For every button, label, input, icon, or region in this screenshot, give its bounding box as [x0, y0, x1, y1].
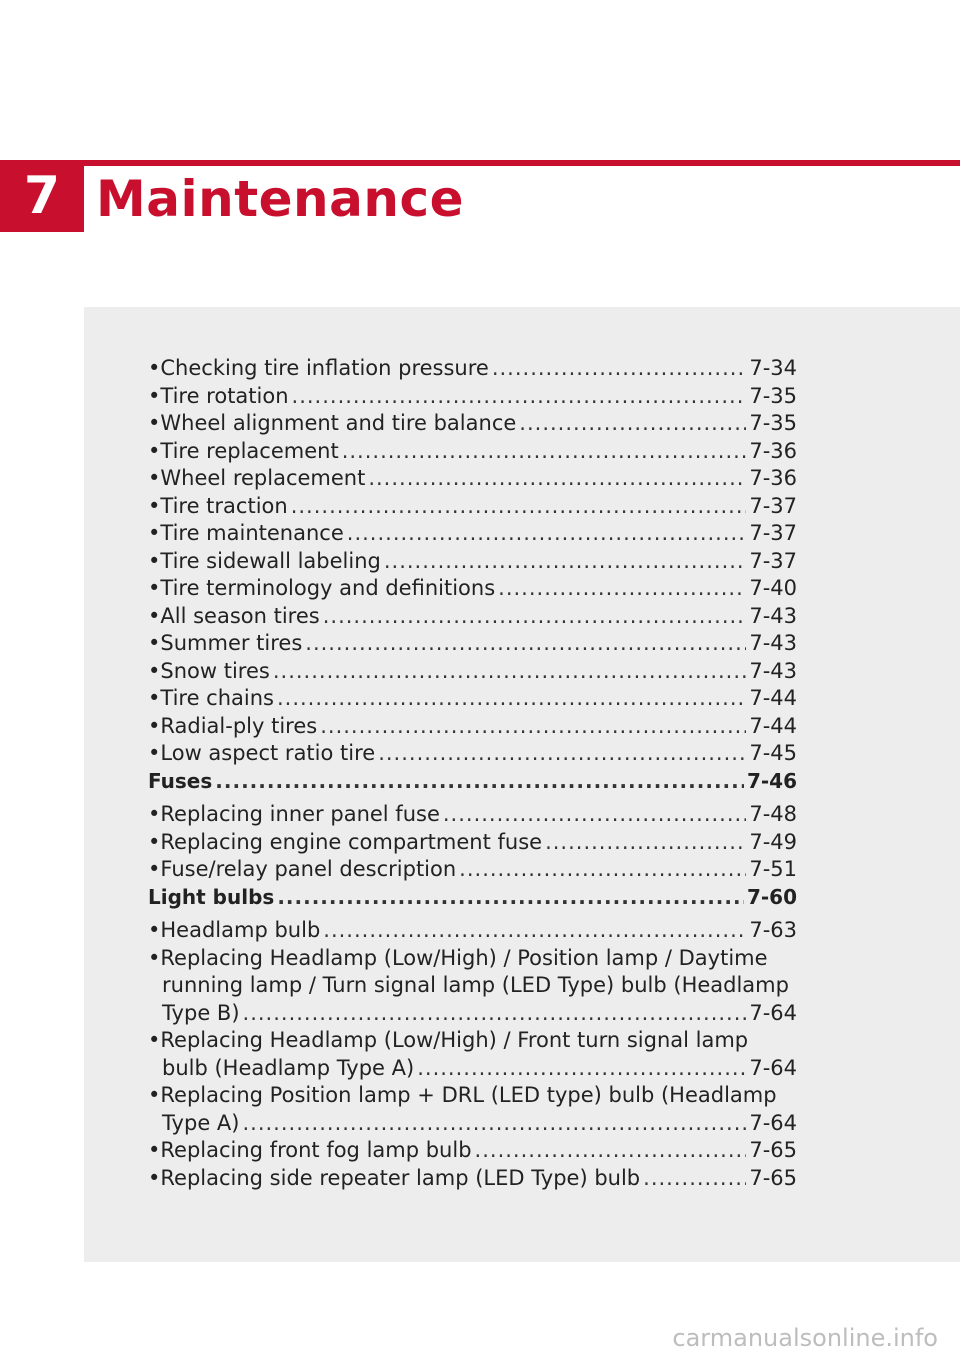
toc-entry-label: Radial-ply tires — [160, 713, 318, 738]
dot-leader — [368, 465, 746, 493]
toc-entry-label: running lamp / Turn signal lamp (LED Type) bulb (Headlamp — [162, 973, 789, 997]
toc-entry-page: 7-65 — [749, 1165, 797, 1190]
dot-leader — [277, 884, 744, 912]
chapter-title: Maintenance — [96, 170, 465, 228]
toc-entry-label: Type A) — [162, 1110, 240, 1135]
toc-entry-label: Headlamp bulb — [160, 918, 321, 942]
toc-entry-line — [148, 1110, 797, 1138]
dot-leader — [443, 801, 746, 829]
toc-entry-page: 7-40 — [749, 576, 797, 600]
toc-entry-line — [148, 1055, 797, 1083]
bullet: • — [148, 686, 161, 710]
toc-entry[interactable] — [148, 685, 797, 713]
bullet: • — [148, 383, 161, 408]
bullet: • — [148, 918, 161, 942]
toc-entry[interactable] — [148, 465, 797, 493]
dot-leader — [305, 630, 746, 658]
toc-entry-label: Type B) — [162, 1000, 240, 1025]
toc-entry-page: 7-64 — [749, 1055, 797, 1080]
toc-entry-label: Tire traction — [160, 493, 288, 518]
toc-entry[interactable] — [148, 945, 797, 1028]
toc-entry-page: 7-37 — [749, 493, 797, 518]
toc-entry[interactable] — [148, 355, 797, 383]
toc-entry-label: Tire terminology and definitions — [160, 576, 496, 600]
toc-entry-label: Replacing front fog lamp bulb — [160, 1138, 472, 1162]
toc-entry-page: 7-43 — [749, 658, 797, 683]
dot-leader — [273, 658, 746, 686]
toc-entry-page: 7-49 — [749, 829, 797, 854]
toc-entry-label: Checking tire inflation pressure — [160, 356, 489, 380]
dot-leader — [384, 548, 746, 576]
toc-entry-page: 7-60 — [746, 884, 797, 909]
bullet: • — [148, 741, 161, 765]
dot-leader — [492, 355, 747, 383]
toc-entry[interactable] — [148, 801, 797, 829]
dot-leader — [215, 768, 744, 796]
dot-leader — [243, 1000, 747, 1028]
toc-entry-page: 7-48 — [749, 802, 797, 826]
toc-entry-label: Light bulbs — [148, 884, 275, 909]
watermark: carmanualsonline.info — [672, 1324, 938, 1352]
toc-entry[interactable] — [148, 1137, 797, 1165]
bullet: • — [148, 438, 161, 463]
bullet: • — [148, 829, 161, 854]
toc-entry[interactable] — [148, 630, 797, 658]
toc-entry-page: 7-34 — [749, 356, 797, 380]
toc-entry-label: Low aspect ratio tire — [160, 741, 376, 765]
dot-leader — [519, 410, 746, 438]
dot-leader — [342, 438, 747, 466]
toc-entry-line — [148, 945, 797, 973]
toc-entry-label: Replacing Headlamp (Low/High) / Front turn signal lamp — [160, 1028, 749, 1052]
dot-leader — [643, 1165, 746, 1193]
toc-entry-page: 7-36 — [749, 466, 797, 490]
toc-entry-page: 7-46 — [746, 768, 797, 793]
toc-entry-page: 7-45 — [749, 741, 797, 765]
toc-entry-page: 7-43 — [749, 631, 797, 655]
toc-entry[interactable] — [148, 438, 797, 466]
dot-leader — [292, 383, 747, 411]
toc-entry-label: All season tires — [160, 603, 320, 628]
bullet: • — [148, 857, 161, 881]
bullet: • — [148, 1165, 161, 1190]
dot-leader — [459, 856, 746, 884]
toc-entry-line — [148, 1000, 797, 1028]
toc-entry-label: Replacing Headlamp (Low/High) / Position lamp / Daytime — [160, 945, 768, 970]
chapter-number: 7 — [0, 160, 84, 232]
dot-leader — [378, 740, 746, 768]
toc-entry-line — [148, 972, 797, 1000]
bullet: • — [148, 493, 161, 518]
toc-entry-page: 7-37 — [749, 548, 797, 573]
toc-entry[interactable] — [148, 1027, 797, 1082]
dot-leader — [417, 1055, 746, 1083]
dot-leader — [277, 685, 746, 713]
toc-entry-label: Wheel replacement — [160, 466, 366, 490]
toc-entry-label: Snow tires — [160, 658, 270, 683]
dot-leader — [498, 575, 746, 603]
toc-entry-page: 7-65 — [749, 1138, 797, 1162]
toc-entry-page: 7-37 — [749, 521, 797, 545]
toc-entry-label: bulb (Headlamp Type A) — [162, 1055, 415, 1080]
bullet: • — [148, 411, 161, 435]
bullet: • — [148, 521, 161, 545]
bullet: • — [148, 945, 161, 970]
bullet: • — [148, 466, 161, 490]
bullet: • — [148, 713, 161, 738]
toc-entry-label: Wheel alignment and tire balance — [160, 411, 517, 435]
toc-entry-label: Tire chains — [160, 686, 274, 710]
dot-leader — [291, 493, 747, 521]
bullet: • — [148, 658, 161, 683]
toc-entry-page: 7-36 — [749, 438, 797, 463]
toc-section-heading[interactable] — [148, 884, 797, 912]
dot-leader — [475, 1137, 747, 1165]
toc-entry[interactable] — [148, 829, 797, 857]
toc-entry-label: Replacing side repeater lamp (LED Type) bulb — [160, 1165, 641, 1190]
bullet: • — [148, 1138, 161, 1162]
toc-entry-label: Summer tires — [160, 631, 303, 655]
toc-entry-label: Tire replacement — [160, 438, 339, 463]
toc-entry-page: 7-64 — [749, 1000, 797, 1025]
toc-entry[interactable] — [148, 658, 797, 686]
toc-entry-page: 7-35 — [749, 383, 797, 408]
toc-entry[interactable] — [148, 1165, 797, 1193]
toc-entry[interactable] — [148, 740, 797, 768]
dot-leader — [347, 520, 747, 548]
toc-entry[interactable] — [148, 548, 797, 576]
toc-entry[interactable] — [148, 917, 797, 945]
dot-leader — [323, 603, 747, 631]
toc-entry-page: 7-51 — [749, 857, 797, 881]
dot-leader — [545, 829, 746, 857]
toc-entry-label: Tire maintenance — [160, 521, 344, 545]
toc-entry-label: Fuse/relay panel description — [160, 857, 457, 881]
dot-leader — [320, 713, 746, 741]
toc-entry-page: 7-35 — [749, 411, 797, 435]
toc-entry[interactable] — [148, 575, 797, 603]
toc-entry-label: Fuses — [148, 768, 213, 793]
bullet: • — [148, 356, 161, 380]
toc-entry[interactable] — [148, 713, 797, 741]
toc-entry-label: Tire sidewall labeling — [160, 548, 381, 573]
toc-entry-label: Replacing engine compartment fuse — [160, 829, 543, 854]
toc-entry[interactable] — [148, 1082, 797, 1137]
toc-entry-page: 7-44 — [749, 686, 797, 710]
toc-entry-page: 7-44 — [749, 713, 797, 738]
toc-entry-page: 7-43 — [749, 603, 797, 628]
bullet: • — [148, 1028, 161, 1052]
toc-entry-label: Replacing Position lamp + DRL (LED type) bulb (Headlamp — [160, 1083, 777, 1107]
dot-leader — [242, 1110, 746, 1138]
toc-entry[interactable] — [148, 383, 797, 411]
toc-entry-line — [148, 1027, 797, 1055]
toc-entry[interactable] — [148, 603, 797, 631]
bullet: • — [148, 631, 161, 655]
toc-entry[interactable] — [148, 410, 797, 438]
toc-entry[interactable] — [148, 520, 797, 548]
bullet: • — [148, 576, 161, 600]
toc-panel — [84, 307, 960, 1262]
toc-section-heading[interactable] — [148, 768, 797, 796]
bullet: • — [148, 548, 161, 573]
toc-entry-page: 7-64 — [749, 1110, 797, 1135]
bullet: • — [148, 1083, 161, 1107]
dot-leader — [323, 917, 746, 945]
toc-entry-page: 7-63 — [749, 918, 797, 942]
toc-list — [148, 355, 797, 1192]
toc-entry[interactable] — [148, 856, 797, 884]
toc-entry-label: Tire rotation — [160, 383, 289, 408]
bullet: • — [148, 802, 161, 826]
toc-entry-line — [148, 1082, 797, 1110]
bullet: • — [148, 603, 161, 628]
toc-entry-label: Replacing inner panel fuse — [160, 802, 440, 826]
toc-entry[interactable] — [148, 493, 797, 521]
